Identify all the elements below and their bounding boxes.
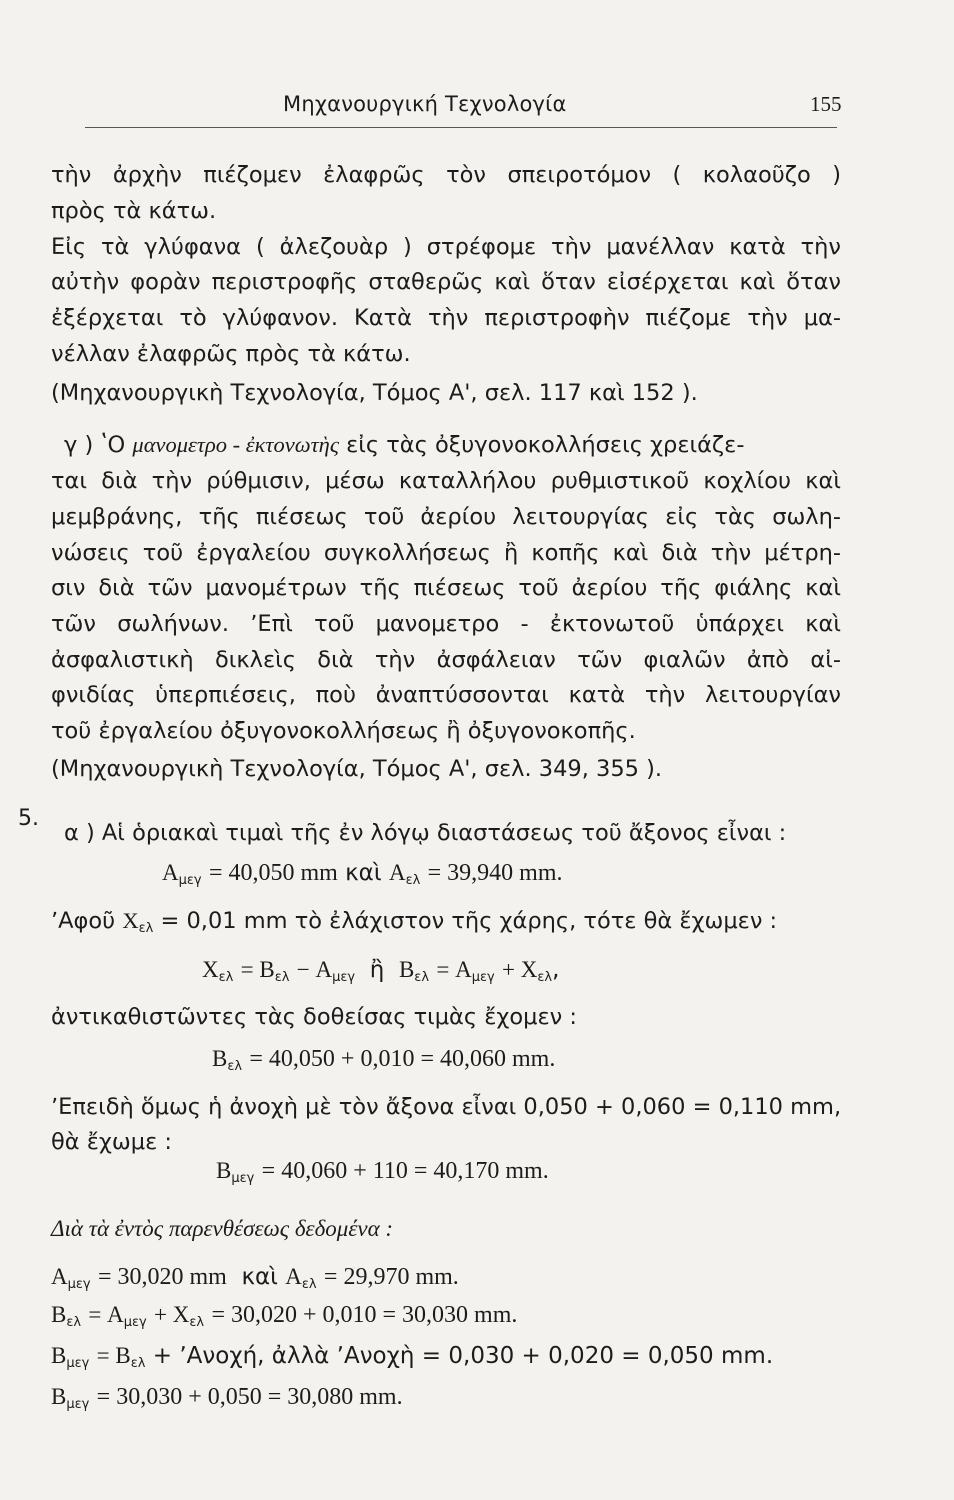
text-line: αὐτὴν φορὰν περιστροφῆς σταθερῶς καὶ ὅταν εἰσέρχεται καὶ ὅταν	[51, 269, 841, 295]
text-line: Εἰς τὰ γλύφανα ( ἀλεζουὰρ ) στρέφομε τὴν μανέλλαν κατὰ τὴν	[51, 234, 841, 260]
gamma-term: μανομετρο - ἐκτονωτὴς	[132, 432, 339, 457]
text-line: νώσεις τοῦ ἐργαλείου συγκολλήσεως ἢ κοπῆς καὶ διὰ τὴν μέτρη-	[51, 540, 841, 566]
clearance-line: ʼΑφοῦ $X_{\varepsilon\lambda} = 0,01$ mm τὸ ἐλάχιστον τῆς χάρης, τότε θὰ ἔχωμεν :	[51, 908, 778, 936]
equation-alt-limits: $A_{\mu\varepsilon\gamma} = 30,020$ mm καὶ $A_{\varepsilon\lambda} = 29,970$ mm.	[51, 1264, 459, 1292]
header-rule	[85, 127, 837, 128]
text-line: θὰ ἔχωμε :	[51, 1129, 172, 1155]
text-line: τὴν ἀρχὴν πιέζομεν ἐλαφρῶς τὸν σπειροτόμον ( κολαοῦζο )	[51, 162, 841, 188]
section5-intro: α ) Αἱ ὁριακαὶ τιμαὶ τῆς ἐν λόγῳ διαστάσεως τοῦ ἄξονος εἶναι :	[64, 820, 787, 846]
text-line: φνιδίας ὑπερπιέσεις, ποὺ ἀναπτύσσονται κατὰ τὴν λειτουργίαν	[51, 682, 841, 708]
gamma-first-line	[64, 430, 744, 460]
text-line: τοῦ ἐργαλείου ὀξυγονοκολλήσεως ἢ ὀξυγονοκοπῆς.	[51, 718, 636, 744]
tolerance-line: ʼΕπειδὴ ὅμως ἡ ἀνοχὴ μὲ τὸν ἄξονα εἶναι 0,050 + 0,060 = 0,110 mm,	[51, 1094, 842, 1120]
bracket-heading: Διὰ τὰ ἐντὸς παρενθέσεως δεδομένα :	[51, 1216, 394, 1241]
section-number: 5.	[18, 806, 39, 831]
text-line: τῶν σωλήνων. ʼΕπὶ τοῦ μανομετρο - ἐκτονωτοῦ ὑπάρχει καὶ	[51, 611, 841, 637]
text-line: σιν διὰ τῶν μανομέτρων τῆς πιέσεως τοῦ ἀερίου τῆς φιάλης καὶ	[51, 575, 841, 601]
text-line: ἀντικαθιστῶντες τὰς δοθείσας τιμὰς ἔχομεν :	[51, 1004, 577, 1030]
equation-b-min: $B_{\varepsilon\lambda} = 40,050 + 0,010 = 40,060$ mm.	[212, 1046, 556, 1074]
gamma-label: γ ) ʽΟ	[64, 432, 126, 458]
gamma-first-rest: εἰς τὰς ὀξυγονοκολλήσεις χρειάζε-	[346, 432, 745, 458]
page-number: 155	[810, 92, 842, 116]
running-title: Μηχανουργική Τεχνολογία	[283, 92, 567, 116]
text-line: ται διὰ τὴν ρύθμισιν, μέσω καταλλήλου ρυθμιστικοῦ κοχλίου καὶ	[51, 468, 841, 494]
equation-alt-b-max-def: $B_{\mu\varepsilon\gamma} = B_{\varepsilon\lambda}$ + ʼΑνοχή, ἀλλὰ ʼΑνοχὴ = 0,030 + 0,020 = 0,050 mm.	[51, 1343, 774, 1371]
text-line: μεμβράνης, τῆς πιέσεως τοῦ ἀερίου λειτουργίας εἰς τὰς σωλη-	[51, 504, 841, 530]
page-header	[0, 92, 954, 122]
equation-alt-b-max: $B_{\mu\varepsilon\gamma} = 30,030 + 0,050 = 30,080$ mm.	[51, 1384, 403, 1412]
equation-limits: $A_{\mu\varepsilon\gamma} = 40,050$ mm καὶ $A_{\varepsilon\lambda} = 39,940$ mm.	[162, 860, 563, 888]
text-line: ἀσφαλιστικὴ δικλεὶς διὰ τὴν ἀσφάλειαν τῶν φιαλῶν ἀπὸ αἰ-	[51, 647, 841, 673]
equation-alt-b-min: $B_{\varepsilon\lambda} = A_{\mu\varepsilon\gamma} + X_{\varepsilon\lambda} = 30,020 + 0,010 = 30,030$ mm.	[51, 1302, 518, 1330]
text-line: ἐξέρχεται τὸ γλύφανον. Κατὰ τὴν περιστροφὴν πιέζομε τὴν μα-	[51, 305, 841, 331]
text-line: πρὸς τὰ κάτω.	[51, 198, 217, 224]
citation: (Μηχανουργικὴ Τεχνολογία, Τόμος Α', σελ. 117 καὶ 152 ).	[51, 380, 698, 406]
citation: (Μηχανουργικὴ Τεχνολογία, Τόμος Α', σελ. 349, 355 ).	[51, 756, 663, 782]
equation-relation: $X_{\varepsilon\lambda} = B_{\varepsilon\lambda} - A_{\mu\varepsilon\gamma}$ ἢ $B_{\varepsilon\lambda} = A_{\mu\varepsilon\gamma} + X_{\varepsilon\lambda}$,	[202, 957, 560, 985]
equation-b-max: $B_{\mu\varepsilon\gamma} = 40,060 + 110 = 40,170$ mm.	[216, 1158, 549, 1186]
text-line: νέλλαν ἐλαφρῶς πρὸς τὰ κάτω.	[51, 341, 411, 367]
